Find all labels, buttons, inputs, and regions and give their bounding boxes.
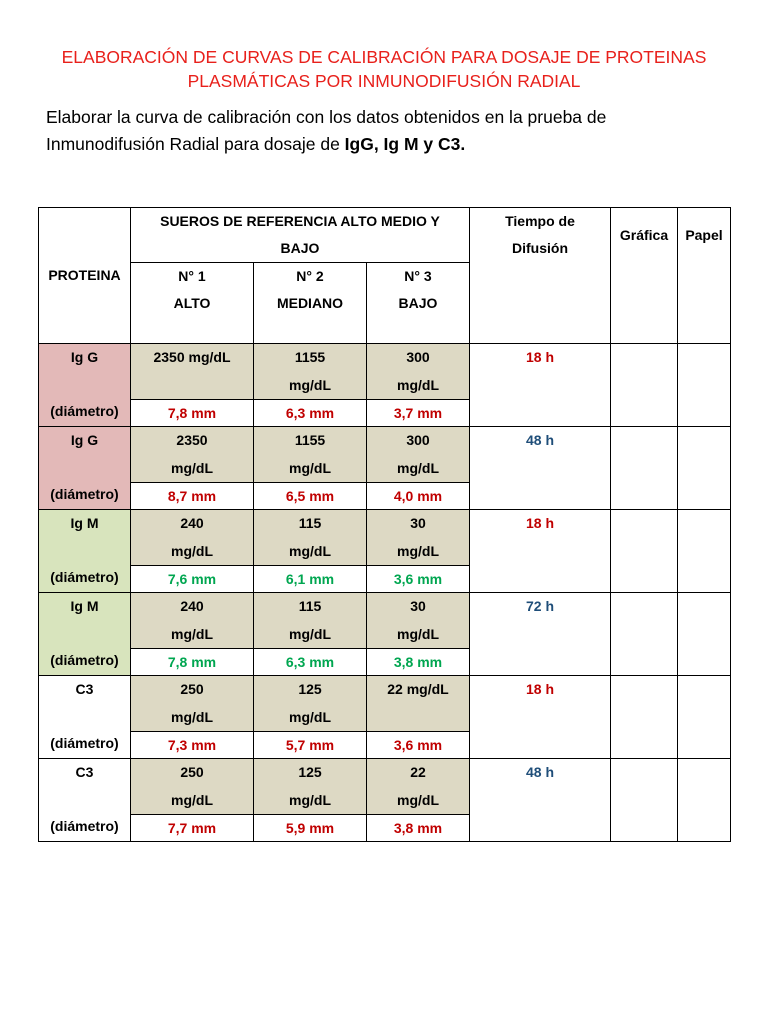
conc-unit: mg/dL [397, 542, 439, 559]
header-proteina: PROTEINA [39, 208, 131, 344]
conc-value: 125 [298, 681, 322, 697]
protein-name: C3 [75, 681, 94, 697]
header-n3-number: N° 3 [404, 268, 432, 284]
conc-unit: mg/dL [397, 791, 439, 808]
diameter-alto: 7,7 mm [131, 815, 254, 842]
header-n1 [131, 263, 254, 344]
tiempo-value: 48 h [470, 759, 611, 842]
table-row [39, 759, 731, 815]
conc-value: 22 [410, 764, 426, 780]
title-line-2: PLASMÁTICAS POR INMUNODIFUSIÓN RADIAL [187, 71, 581, 91]
conc-mediano [254, 427, 367, 483]
conc-value: 1155 [294, 432, 326, 448]
header-sueros-referencia [131, 208, 470, 263]
tiempo-value: 18 h [470, 510, 611, 593]
papel-cell [678, 759, 731, 842]
conc-value: 2350 mg/dL [153, 349, 231, 365]
intro-paragraph [46, 104, 736, 158]
conc-value: 115 [298, 515, 322, 531]
header-grafica: Gráfica [611, 208, 678, 344]
protein-name: Ig G [70, 432, 99, 448]
protein-cell [39, 759, 131, 842]
protein-cell [39, 344, 131, 427]
conc-unit: mg/dL [397, 376, 439, 393]
conc-bajo [367, 676, 470, 732]
protein-cell [39, 510, 131, 593]
papel-cell [678, 593, 731, 676]
conc-value: 22 mg/dL [387, 681, 449, 697]
tiempo-value: 48 h [470, 427, 611, 510]
grafica-cell [611, 344, 678, 427]
header-n2 [254, 263, 367, 344]
diameter-bajo: 3,8 mm [367, 649, 470, 676]
conc-mediano [254, 593, 367, 649]
conc-value: 250 [180, 681, 204, 697]
grafica-cell [611, 427, 678, 510]
conc-value: 300 [406, 432, 430, 448]
diameter-mediano: 6,3 mm [254, 400, 367, 427]
conc-value: 240 [180, 598, 204, 614]
conc-alto [131, 344, 254, 400]
table-row [39, 510, 731, 566]
header-row-1 [39, 208, 731, 263]
tiempo-value: 18 h [470, 344, 611, 427]
protein-name: Ig M [70, 598, 99, 614]
conc-alto [131, 593, 254, 649]
tiempo-value: 72 h [470, 593, 611, 676]
diameter-label: (diámetro) [50, 403, 119, 419]
conc-alto [131, 510, 254, 566]
grafica-cell [611, 676, 678, 759]
grafica-cell [611, 593, 678, 676]
intro-bold-proteins: IgG, Ig M y C3. [344, 134, 466, 154]
conc-unit: mg/dL [289, 625, 331, 642]
conc-unit: mg/dL [289, 459, 331, 476]
papel-cell [678, 676, 731, 759]
diameter-mediano: 6,1 mm [254, 566, 367, 593]
conc-value: 30 [410, 515, 426, 531]
conc-mediano [254, 676, 367, 732]
diameter-bajo: 3,8 mm [367, 815, 470, 842]
diameter-bajo: 3,6 mm [367, 732, 470, 759]
diameter-label: (diámetro) [50, 735, 119, 751]
diameter-alto: 8,7 mm [131, 483, 254, 510]
conc-value: 2350 [176, 432, 208, 448]
header-tiempo-line-2: Difusión [512, 240, 568, 256]
diameter-bajo: 3,6 mm [367, 566, 470, 593]
diameter-label: (diámetro) [50, 486, 119, 502]
conc-unit: mg/dL [171, 791, 213, 808]
diameter-alto: 7,6 mm [131, 566, 254, 593]
diameter-label: (diámetro) [50, 569, 119, 585]
conc-mediano [254, 759, 367, 815]
header-sueros-line-2: BAJO [280, 240, 320, 256]
protein-cell [39, 593, 131, 676]
conc-value: 125 [298, 764, 322, 780]
header-sueros-line-1: SUEROS DE REFERENCIA ALTO MEDIO Y [160, 213, 440, 229]
calibration-table [38, 207, 731, 842]
protein-name: Ig G [70, 349, 99, 365]
conc-unit: mg/dL [289, 542, 331, 559]
header-n3 [367, 263, 470, 344]
papel-cell [678, 427, 731, 510]
grafica-cell [611, 510, 678, 593]
conc-unit: mg/dL [171, 708, 213, 725]
header-n2-label: MEDIANO [276, 295, 344, 311]
protein-cell [39, 676, 131, 759]
table-row [39, 676, 731, 732]
diameter-mediano: 5,7 mm [254, 732, 367, 759]
diameter-alto: 7,8 mm [131, 649, 254, 676]
conc-value: 115 [298, 598, 322, 614]
conc-unit: mg/dL [171, 459, 213, 476]
conc-alto [131, 759, 254, 815]
header-tiempo-line-1: Tiempo de [505, 213, 575, 229]
conc-bajo [367, 759, 470, 815]
conc-bajo [367, 510, 470, 566]
table-row [39, 427, 731, 483]
papel-cell [678, 510, 731, 593]
header-papel: Papel [678, 208, 731, 344]
conc-unit: mg/dL [171, 542, 213, 559]
header-n1-label: ALTO [173, 295, 211, 311]
conc-unit: mg/dL [289, 708, 331, 725]
conc-mediano [254, 510, 367, 566]
conc-value: 1155 [294, 349, 326, 365]
protein-cell [39, 427, 131, 510]
conc-unit: mg/dL [171, 625, 213, 642]
diameter-label: (diámetro) [50, 818, 119, 834]
header-n2-number: N° 2 [296, 268, 324, 284]
conc-value: 300 [406, 349, 430, 365]
conc-bajo [367, 593, 470, 649]
conc-unit: mg/dL [397, 625, 439, 642]
header-n1-number: N° 1 [178, 268, 206, 284]
conc-alto [131, 427, 254, 483]
conc-value: 30 [410, 598, 426, 614]
title-line-1: ELABORACIÓN DE CURVAS DE CALIBRACIÓN PARA DOSAJE DE PROTEINAS [61, 47, 707, 67]
conc-value: 240 [180, 515, 204, 531]
tiempo-value: 18 h [470, 676, 611, 759]
diameter-mediano: 5,9 mm [254, 815, 367, 842]
conc-value: 250 [180, 764, 204, 780]
conc-unit: mg/dL [289, 791, 331, 808]
grafica-cell [611, 759, 678, 842]
conc-mediano [254, 344, 367, 400]
table-row [39, 593, 731, 649]
intro-line-2-text: Inmunodifusión Radial para dosaje de [46, 134, 345, 154]
conc-bajo [367, 427, 470, 483]
diameter-bajo: 4,0 mm [367, 483, 470, 510]
diameter-alto: 7,8 mm [131, 400, 254, 427]
document-title [40, 45, 728, 93]
protein-name: Ig M [70, 515, 99, 531]
intro-line-1: Elaborar la curva de calibración con los datos obtenidos en la prueba de [46, 107, 607, 127]
conc-alto [131, 676, 254, 732]
diameter-label: (diámetro) [50, 652, 119, 668]
diameter-alto: 7,3 mm [131, 732, 254, 759]
protein-name: C3 [75, 764, 94, 780]
diameter-mediano: 6,5 mm [254, 483, 367, 510]
intro-line-2 [46, 131, 736, 158]
table-row [39, 344, 731, 400]
conc-unit: mg/dL [397, 459, 439, 476]
header-tiempo-difusion [470, 208, 611, 344]
diameter-bajo: 3,7 mm [367, 400, 470, 427]
papel-cell [678, 344, 731, 427]
header-n3-label: BAJO [398, 295, 438, 311]
conc-unit: mg/dL [289, 376, 331, 393]
diameter-mediano: 6,3 mm [254, 649, 367, 676]
conc-bajo [367, 344, 470, 400]
